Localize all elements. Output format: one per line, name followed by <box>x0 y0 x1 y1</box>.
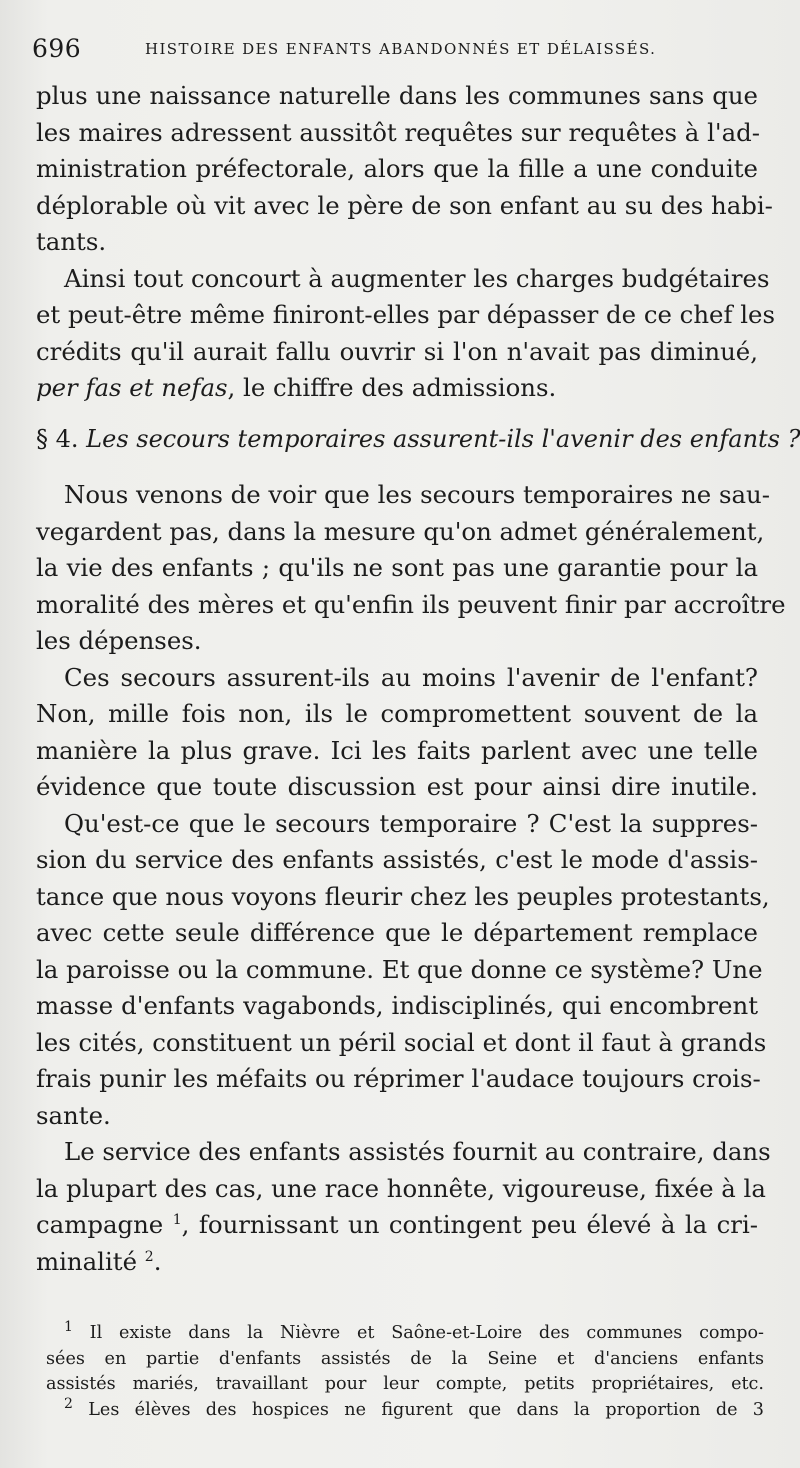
text-line: la plupart des cas, une race honnête, vigoureuse, fixée à la <box>36 1173 766 1203</box>
text-line: tants. <box>36 227 107 256</box>
body-text <box>36 78 800 1280</box>
text-line: frais punir les méfaits ou réprimer l'audace toujours crois- <box>36 1064 761 1093</box>
text-line <box>36 1244 758 1281</box>
text-line: Non, mille fois non, ils le compromettent souvent de la <box>36 699 758 728</box>
footnote-line <box>46 1395 764 1424</box>
footnote-line: sées en partie d'enfants assistés de la Seine et d'anciens enfants <box>46 1348 764 1369</box>
footnote-line <box>46 1321 764 1347</box>
footnote-line: assistés mariés, travaillant pour leur compte, petits propriétaires, etc. <box>46 1374 764 1394</box>
footnote-marker: 2 <box>64 1395 73 1412</box>
text-line: masse d'enfants vagabonds, indisciplinés, qui encombrent <box>36 991 758 1020</box>
text-line: la vie des enfants ; qu'ils ne sont pas une garantie pour la <box>36 553 758 582</box>
text-fragment: , fournissant un contingent peu élevé à la cri- <box>181 1210 758 1239</box>
running-head <box>32 34 767 66</box>
text-fragment: . <box>153 1246 162 1276</box>
text-line <box>36 370 758 407</box>
footnotes <box>46 1321 764 1423</box>
section-title: Les secours temporaires assurent-ils l'avenir des enfants ? <box>86 424 800 453</box>
text-line: Le service des enfants assistés fournit au contraire, dans <box>64 1137 771 1166</box>
text-line: plus une naissance naturelle dans les communes sans que <box>36 81 758 110</box>
footnote-text: Il existe dans la Nièvre et Saône-et-Loire des communes compo- <box>72 1323 764 1343</box>
text-line: évidence que toute discussion est pour ainsi dire inutile. <box>36 772 758 801</box>
text-line: et peut-être même finiront-elles par dépasser de ce chef les <box>36 300 775 329</box>
text-line: crédits qu'il aurait fallu ouvrir si l'on n'avait pas diminué, <box>36 336 758 366</box>
section-number: § 4. <box>36 424 79 453</box>
running-title: HISTOIRE DES ENFANTS ABANDONNÉS ET DÉLAISSÉS. <box>145 40 657 58</box>
text-line: sante. <box>36 1100 111 1130</box>
text-line: les cités, constituent un péril social et dont il faut à grands <box>36 1027 767 1057</box>
section-heading <box>36 421 800 458</box>
text-line: manière la plus grave. Ici les faits parlent avec une telle <box>36 735 758 765</box>
text-line: sion du service des enfants assistés, c'est le mode d'assis- <box>36 845 758 874</box>
text-line: les dépenses. <box>36 626 202 655</box>
text-line: Qu'est-ce que le secours temporaire ? C'est la suppres- <box>64 808 758 838</box>
text-line: Nous venons de voir que les secours temporaires ne sau- <box>64 480 770 509</box>
text-line: déplorable où vit avec le père de son enfant au su des habi- <box>36 190 773 220</box>
text-line: les maires adressent aussitôt requêtes sur requêtes à l'ad- <box>36 117 760 147</box>
text-line: tance que nous voyons fleurir chez les peuples protestants, <box>36 881 770 911</box>
latin-phrase: per fas et nefas <box>36 373 228 402</box>
text-line: vegardent pas, dans la mesure qu'on admet généralement, <box>36 516 765 546</box>
text-line: la paroisse ou la commune. Et que donne ce système? Une <box>36 954 763 984</box>
text-line: ministration préfectorale, alors que la fille a une conduite <box>36 154 758 183</box>
text-line <box>36 1207 758 1244</box>
text-line: Ainsi tout concourt à augmenter les charges budgétaires <box>64 263 770 293</box>
footnote-ref: 2 <box>144 1248 154 1265</box>
footnote-ref: 1 <box>172 1211 182 1228</box>
footnote-marker: 1 <box>64 1319 73 1336</box>
footnote-text: Les élèves des hospices ne figurent que dans la proportion de 3 <box>72 1399 764 1420</box>
text-fragment: , le chiffre des admissions. <box>227 373 557 402</box>
page-number: 696 <box>32 34 82 63</box>
text-fragment: campagne <box>36 1210 173 1239</box>
text-line: moralité des mères et qu'enfin ils peuvent finir par accroître <box>36 589 786 619</box>
text-line: avec cette seule différence que le département remplace <box>36 918 758 947</box>
text-fragment: minalité <box>36 1246 145 1276</box>
text-line: Ces secours assurent-ils au moins l'avenir de l'enfant? <box>64 662 758 692</box>
